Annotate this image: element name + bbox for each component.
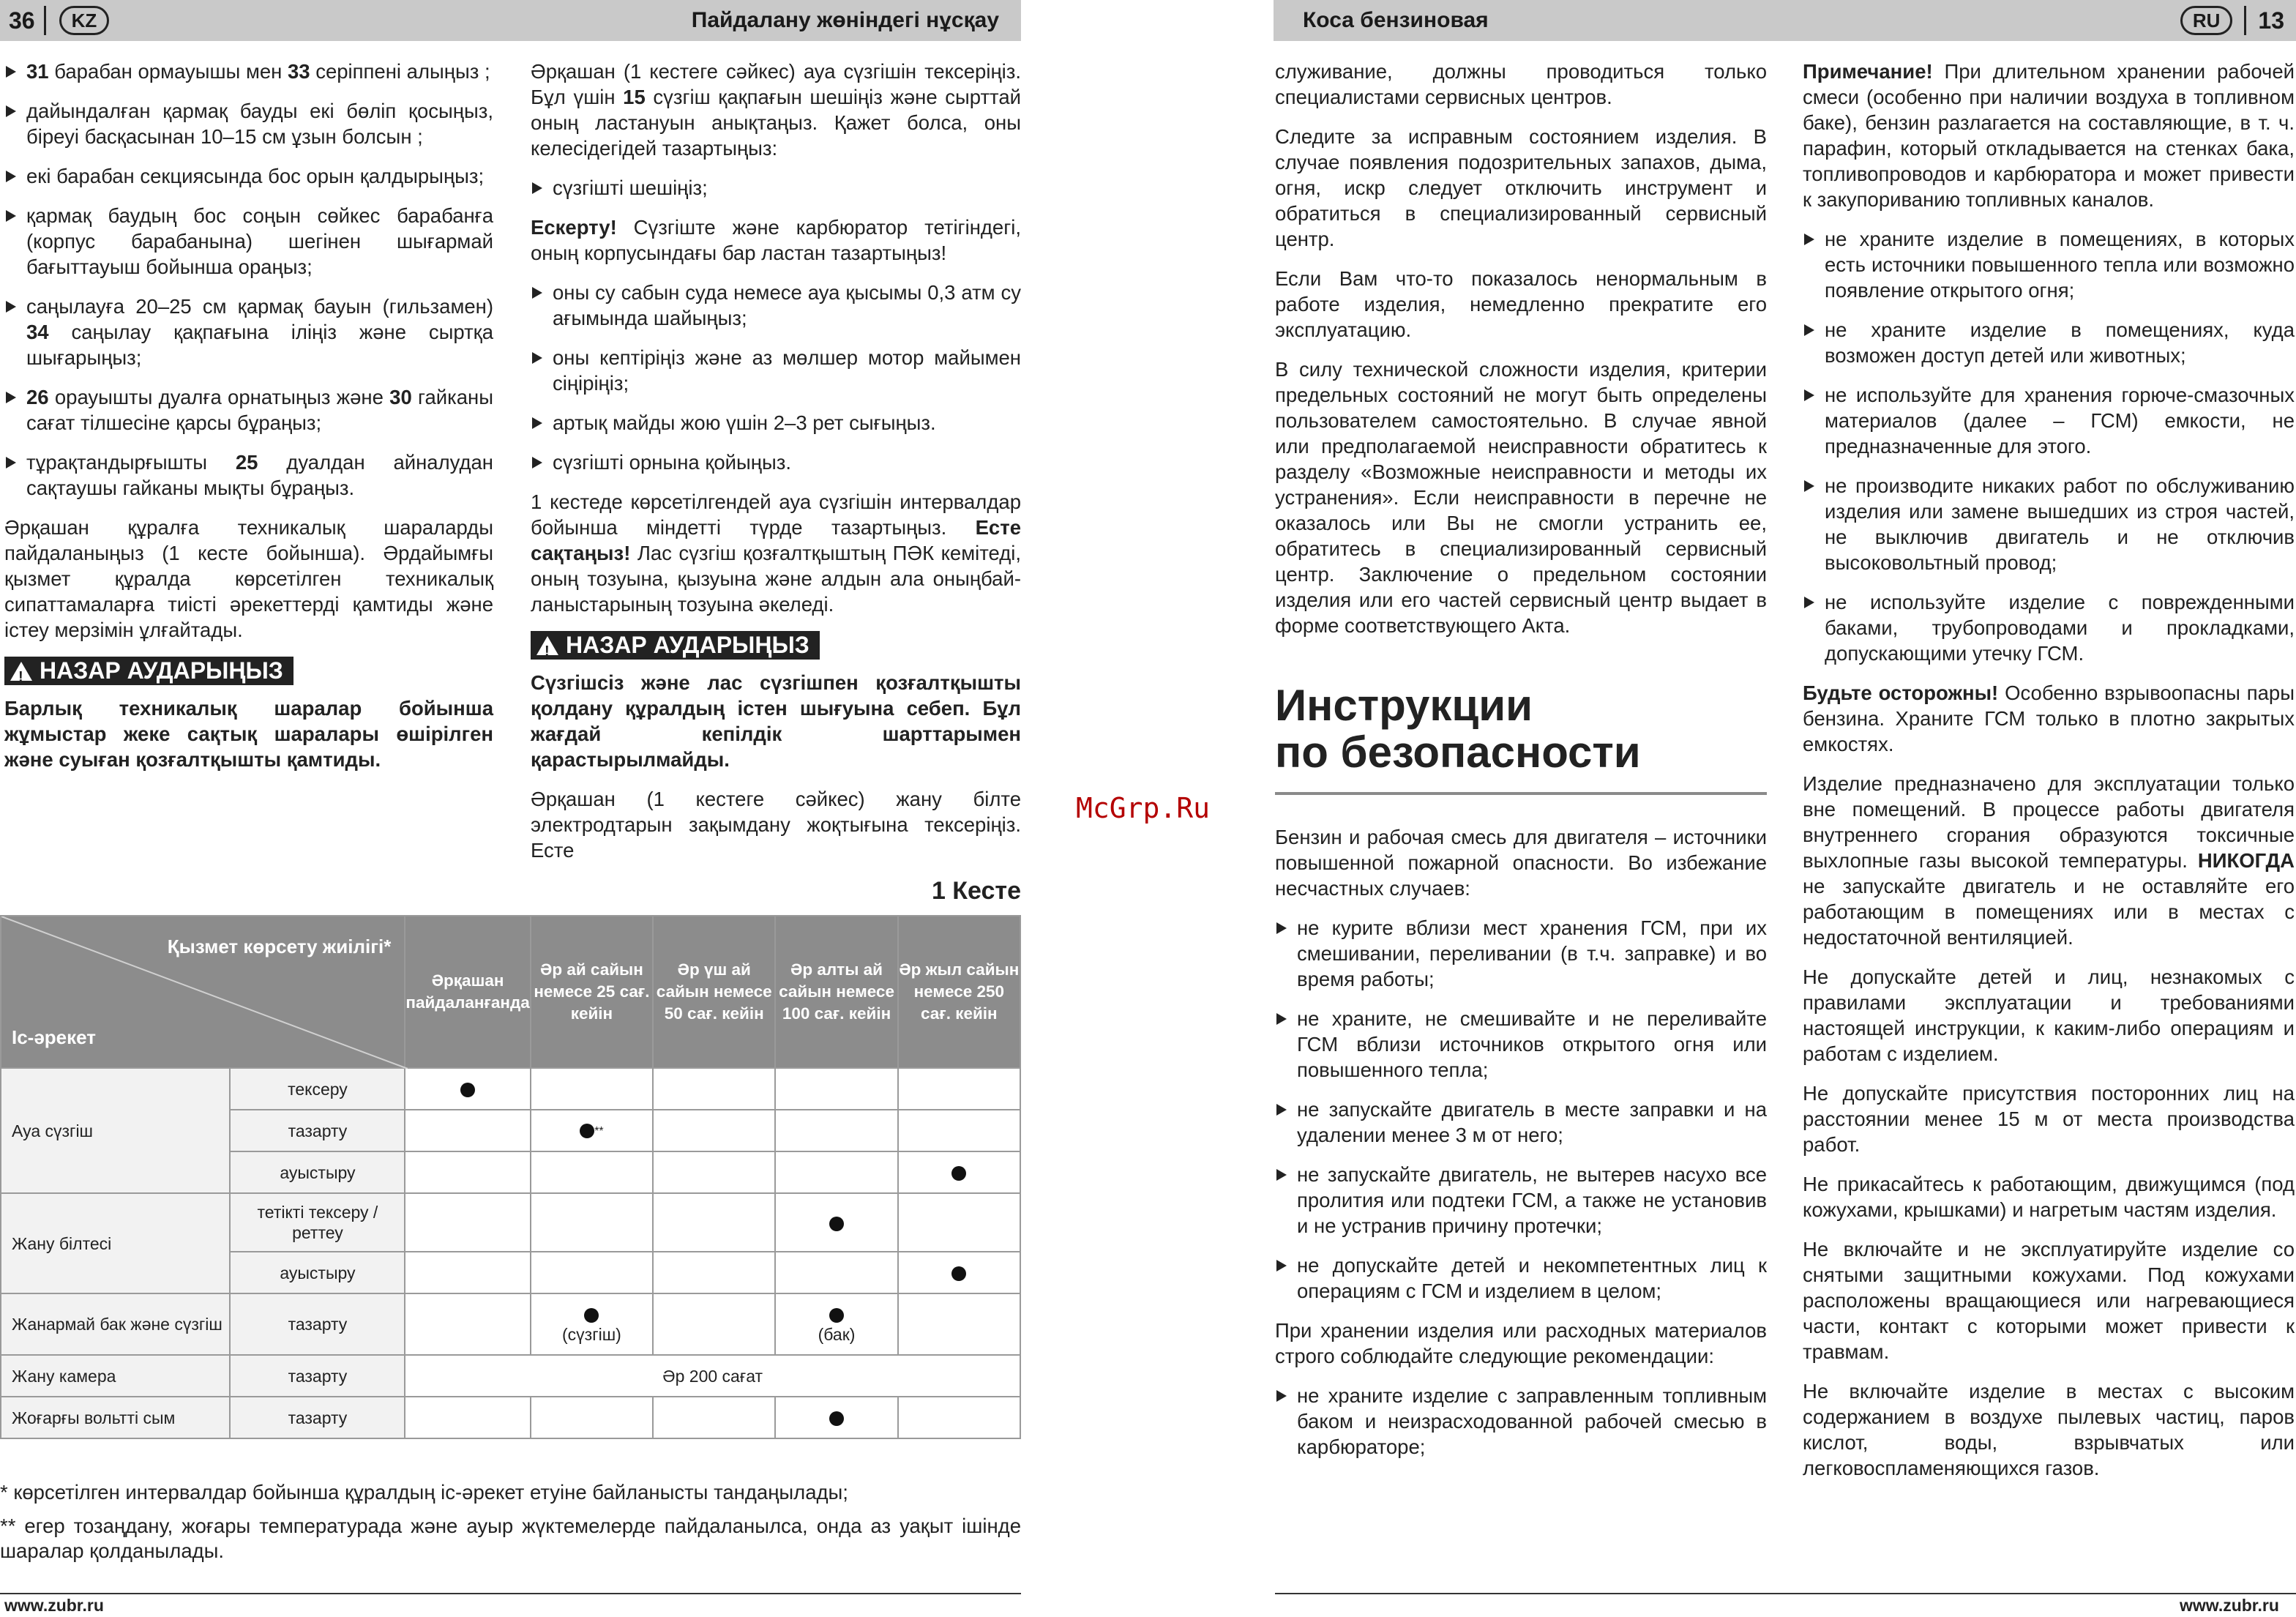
table-row <box>1 1193 1020 1252</box>
list-item: тұрақтандырғышты 25 дуалдан айналудан сақтаушы гайканы мықты бұраңыз. <box>4 449 493 501</box>
table-cell <box>653 1110 775 1151</box>
table-cell-span: Әр 200 сағат <box>405 1355 1020 1397</box>
table-cell <box>531 1151 653 1193</box>
left-page-number: 36 <box>0 6 46 35</box>
column-header: Әрқашан пайдаланғанда <box>405 916 530 1068</box>
right-header-title: Коса бензиновая <box>1303 8 1489 32</box>
left-page-header <box>0 0 1021 41</box>
list-item: оны су сабын суда немесе ауа қысымы 0,3 атм су ағымында шайыңыз; <box>531 280 1021 331</box>
list-item: екі барабан секциясында бос орын қалдырыңыз; <box>4 163 493 189</box>
right-column-2 <box>1803 59 2295 1495</box>
table-cell <box>531 1252 653 1293</box>
row-action: ауыстыру <box>230 1252 405 1293</box>
table-cell <box>531 1110 653 1151</box>
list-item: артық майды жою үшін 2–3 рет сығыңыз. <box>531 410 1021 436</box>
row-group: Ауа сүзгіш <box>1 1068 230 1193</box>
table-cell <box>653 1068 775 1110</box>
row-action: тазарту <box>230 1397 405 1438</box>
list-item: сүзгішті орнына қойыңыз. <box>531 449 1021 475</box>
table-cell <box>405 1252 530 1293</box>
warning-text: Сүзгішсіз және лас сүзгішпен қозғалтқышты қолдану құралдың істен шығуына себеп. Бұл жағдай кепілдік шарттарымен қарастырылмайды. <box>531 671 1021 771</box>
row-group: Жоғарғы вольтті сым <box>1 1397 230 1438</box>
list-item: сүзгішті шешіңіз; <box>531 175 1021 201</box>
note-paragraph: Ескерту! Сүзгіште және карбюратор тетігіндегі, оның корпусындағы бар ластан тазартыңыз! <box>531 216 1021 264</box>
list-item: не используйте для хранения горюче-смазочных материалов (далее – ГСМ) емкости, не предназначенные для этого. <box>1803 382 2295 459</box>
paragraph: Если Вам что-то показалось ненормальным в работе изделия, немедленно прекратите его эксплуатацию. <box>1275 267 1767 341</box>
table-cell <box>653 1193 775 1252</box>
table-row <box>1 1293 1020 1355</box>
mark-dot <box>460 1083 475 1097</box>
list-item: не храните изделие в помещениях, в которых есть источники повышенного тепла или возможно появление открытого огня; <box>1803 226 2295 303</box>
mark-note: ** <box>594 1124 604 1138</box>
row-group: Жану білтесі <box>1 1193 230 1293</box>
column-header: Әр алты ай сайын немесе 100 сағ. кейін <box>775 916 897 1068</box>
table-cell <box>775 1151 897 1193</box>
paragraph: В силу технической сложности изделия, критерии предельных состояний не могут быть определены пользователем самостоятельно. В случае явной или предполагаемой неисправности обратитесь к разделу «Возможные неисправности и методы их устранения». Если неисправности в перечне не оказалось или Вы не смогли устранить ее, обратитесь в специализированный сервисный центр. Заключение о предельном состоянии изделия или его частей сервисный центр выдает в форме соответствующего Акта. <box>1275 358 1767 637</box>
paragraph: Не допускайте детей и лиц, незнакомых с правилами эксплуатации и требованиями настоящей инструкции, к каким-либо операциям и работам с изделием. <box>1803 966 2295 1065</box>
paragraph: Следите за исправным состоянием изделия. В случае появления подозрительных запахов, дыма, огня, искр следует отключить инструмент и обратиться в специализированный сервисный центр. <box>1275 125 1767 250</box>
right-page-number: 13 <box>2244 6 2296 35</box>
row-action: ауыстыру <box>230 1151 405 1193</box>
list-item: не храните, не смешивайте и не переливайте ГСМ вблизи источников открытого огня или повышенного тепла; <box>1275 1006 1767 1083</box>
left-footer-url[interactable]: www.zubr.ru <box>4 1596 104 1615</box>
title-rule <box>1275 792 1767 795</box>
right-page-header <box>1274 0 2296 41</box>
mark-note: (сүзгіш) <box>562 1325 621 1344</box>
note-paragraph: Примечание! При длительном хранении рабочей смеси (особенно при наличии воздуха в топливном баке), бензин разлагается на составляющие, в т. ч. парафин, который откладывается на стенках бака, топливопроводов и карбюратора и может привести к закупориванию топливных каналов. <box>1803 60 2295 211</box>
table-cell <box>531 1068 653 1110</box>
paragraph: служивание, должны проводиться только специалистами сервисных центров. <box>1275 60 1767 108</box>
list-item: не храните изделие в помещениях, куда возможен доступ детей или животных; <box>1803 317 2295 368</box>
list-item: саңылауға 20–25 см қармақ бауын (гильзамен) 34 саңылау қақпағына іліңіз және сыртқа шығарыңыз; <box>4 294 493 370</box>
column-header: Әр жыл сайын немесе 250 сағ. кейін <box>898 916 1020 1068</box>
left-column-1 <box>4 59 493 786</box>
paragraph: Изделие предназначено для эксплуатации только вне помещений. В процессе работы двигателя внутреннего сгорания образуются токсичные выхлопные газы высокой температуры. НИКОГДА не запускайте двигатель и не оставляйте его работающим в помещениях или в местах с недостаточной вентиляцией. <box>1803 772 2295 949</box>
right-column-1 <box>1275 59 1767 1474</box>
paragraph: Әрқашан (1 кестеге сәйкес) жану білте электродтарын зақымдану жоқтығына тексеріңіз. Есте <box>531 788 1021 862</box>
list-item: не храните изделие с заправленным топливным баком и неизрасходованной рабочей смесью в карбюраторе; <box>1275 1383 1767 1460</box>
table-cell <box>775 1110 897 1151</box>
left-footer-rule <box>0 1593 1021 1594</box>
left-header-title: Пайдалану жөніндегі нұсқау <box>691 8 999 32</box>
table-cell <box>405 1068 530 1110</box>
left-column-2 <box>531 59 1021 877</box>
table-cell <box>775 1293 897 1355</box>
paragraph: При хранении изделия или расходных материалов строго соблюдайте следующие рекомендации: <box>1275 1319 1767 1367</box>
section-title-line: Инструкции <box>1275 681 1533 730</box>
table-cell <box>898 1110 1020 1151</box>
right-footer-rule <box>1275 1593 2296 1594</box>
list-item: оны кептіріңіз және аз мөлшер мотор майымен сіңіріңіз; <box>531 345 1021 396</box>
warning-icon <box>10 662 32 681</box>
row-action: тетікті тексеру / реттеу <box>230 1193 405 1252</box>
table-cell <box>653 1151 775 1193</box>
row-action: тазарту <box>230 1355 405 1397</box>
table-cell <box>531 1193 653 1252</box>
list-item: не запускайте двигатель в месте заправки и на удалении менее 3 м от него; <box>1275 1097 1767 1148</box>
section-title-line: по безопасности <box>1275 728 1641 777</box>
paragraph: Әрқашан құралға техникалық шараларды пайдаланыңыз (1 кесте бойынша). Әрдайымғы қызмет құралда көрсетілген техникалық сипаттамаларға тиісті әрекеттерді қамтиды және істеу мерзімін ұлғайтады. <box>4 516 493 641</box>
table-cell <box>405 1397 530 1438</box>
caution-paragraph: Будьте осторожны! Особенно взрывоопасны пары бензина. Храните ГСМ только в плотно закрытых емкостях. <box>1803 681 2295 755</box>
table-cell <box>405 1151 530 1193</box>
table-cell <box>653 1293 775 1355</box>
table-cell <box>653 1397 775 1438</box>
list-item: не используйте изделие с поврежденными баками, трубопроводами и прокладками, допускающими утечку ГСМ. <box>1803 589 2295 666</box>
warning-text: Барлық техникалық шаралар бойынша жұмыстар жеке сақтық шаралары өшірілген және суыған қозғалтқышты қамтиды. <box>4 697 493 771</box>
paragraph: Не прикасайтесь к работающим, движущимся (под кожухами, крышками) и нагретым частям изделия. <box>1803 1173 2295 1221</box>
column-header: Әр үш ай сайын немесе 50 сағ. кейін <box>653 916 775 1068</box>
table-cell <box>531 1293 653 1355</box>
paragraph: Не включайте и не эксплуатируйте изделие со снятыми защитными кожухами. Под кожухами расположены вращающиеся или нагревающиеся части, контакт с которыми может привести к травмам. <box>1803 1238 2295 1363</box>
mark-dot <box>584 1308 599 1323</box>
table-cell <box>898 1397 1020 1438</box>
table-cell <box>775 1252 897 1293</box>
mark-dot <box>829 1308 844 1323</box>
table-row <box>1 1355 1020 1397</box>
list-item: дайындалған қармақ бауды екі бөліп қосыңыз, біреуі басқасынан 10–15 см ұзын болсын ; <box>4 98 493 149</box>
mark-dot <box>829 1217 844 1231</box>
table-cell <box>653 1252 775 1293</box>
table-cell <box>775 1068 897 1110</box>
service-table <box>0 915 1021 1439</box>
paragraph: Не включайте изделие в местах с высоким содержанием в воздухе пылевых частиц, паров кислот, воды, взрывчатых или легковоспламеняющихся газов. <box>1803 1380 2295 1479</box>
row-action: тазарту <box>230 1110 405 1151</box>
column-header: Әр ай сайын немесе 25 сағ. кейін <box>531 916 653 1068</box>
section-title <box>1275 682 1767 776</box>
table-cell <box>405 1293 530 1355</box>
paragraph: Бензин и рабочая смесь для двигателя – источники повышенной пожарной опасности. Во избежание несчастных случаев: <box>1275 826 1767 900</box>
table-cell <box>898 1193 1020 1252</box>
row-group: Жанармай бак және сүзгіш <box>1 1293 230 1355</box>
table-cell <box>531 1397 653 1438</box>
paragraph: Не допускайте присутствия посторонних лиц на расстоянии менее 15 м от места производства работ. <box>1803 1082 2295 1156</box>
frequency-label: Қызмет көрсету жиілігі* <box>167 936 392 957</box>
table-corner-header <box>1 916 405 1068</box>
mark-note: (бак) <box>818 1325 856 1344</box>
list-item: не курите вблизи мест хранения ГСМ, при их смешивании, переливании (в т.ч. заправке) и во время работы; <box>1275 915 1767 992</box>
footnotes <box>0 1480 1021 1572</box>
table-cell <box>898 1293 1020 1355</box>
right-footer-url[interactable]: www.zubr.ru <box>2180 1596 2279 1615</box>
table-cell <box>405 1110 530 1151</box>
footnote: ** егер тозаңдану, жоғары температурада және ауыр жүктемелерде пайдаланылса, онда аз уақыт ішінде шаралар қолданылады. <box>0 1515 1021 1562</box>
warning-icon <box>536 636 558 655</box>
table-row <box>1 1397 1020 1438</box>
list-item: не производите никаких работ по обслуживанию изделия или замене вышедших из строя частей, не выключив двигатель и не отключив высоковольтный провод; <box>1803 473 2295 575</box>
right-lang-badge: RU <box>2180 6 2233 35</box>
table-row <box>1 1068 1020 1110</box>
table-cell <box>775 1193 897 1252</box>
mark-dot <box>951 1266 966 1281</box>
left-lang-badge: KZ <box>59 6 110 35</box>
list-item: 31 барабан ормауышы мен 33 серіппені алыңыз ; <box>4 59 493 84</box>
mark-dot <box>580 1124 594 1138</box>
row-group: Жану камера <box>1 1355 230 1397</box>
paragraph: 1 кестеде көрсетілгендей ауа сүзгішін интервалдар бойынша міндетті түрде тазартыңыз. Есте сақтаңыз! Лас сүзгіш қозғалтқыштың ПӘК кемітеді, оның тозуына, қызуына және алдын ала оныңбай-ланыстарының тозуына әкеледі. <box>531 490 1021 616</box>
mark-dot <box>829 1411 844 1426</box>
table-cell <box>898 1068 1020 1110</box>
warning-banner: ! НАЗАР АУДАРЫҢЫЗ <box>531 631 820 660</box>
list-item: 26 орауышты дуалға орнатыңыз және 30 гайканы сағат тілшесіне қарсы бұраңыз; <box>4 384 493 436</box>
mark-dot <box>951 1166 966 1181</box>
footnote: * көрсетілген интервалдар бойынша құралдың іс-әрекет етуіне байланысты тандаңылады; <box>0 1481 848 1504</box>
list-item: не запускайте двигатель, не вытерев насухо все пролития или подтеки ГСМ, а также не установив и не устранив причину протечки; <box>1275 1162 1767 1239</box>
row-action: тазарту <box>230 1293 405 1355</box>
list-item: не допускайте детей и некомпетентных лиц к операциям с ГСМ и изделием в целом; <box>1275 1252 1767 1304</box>
row-action: тексеру <box>230 1068 405 1110</box>
list-item: қармақ баудың бос соңын сөйкес барабанға (корпус барабанына) шегінен шығармай бағыттауыш бойынша ораңыз; <box>4 203 493 280</box>
table-cell <box>898 1151 1020 1193</box>
action-label: Іс-әрекет <box>12 1026 97 1048</box>
warning-banner: ! НАЗАР АУДАРЫҢЫЗ <box>4 657 293 685</box>
table-title: 1 Кесте <box>931 877 1021 905</box>
table-cell <box>898 1252 1020 1293</box>
paragraph: Әрқашан (1 кестеге сәйкес) ауа сүзгішін тексеріңіз. Бұл үшін 15 сүзгіш қақпағын шешіңіз және сырттай оның ластануын анықтаңыз. Қажет болса, оны келесідегідей тазартыңыз: <box>531 60 1021 160</box>
table-cell <box>775 1397 897 1438</box>
table-cell <box>405 1193 530 1252</box>
watermark: McGrp.Ru <box>1076 792 1211 824</box>
